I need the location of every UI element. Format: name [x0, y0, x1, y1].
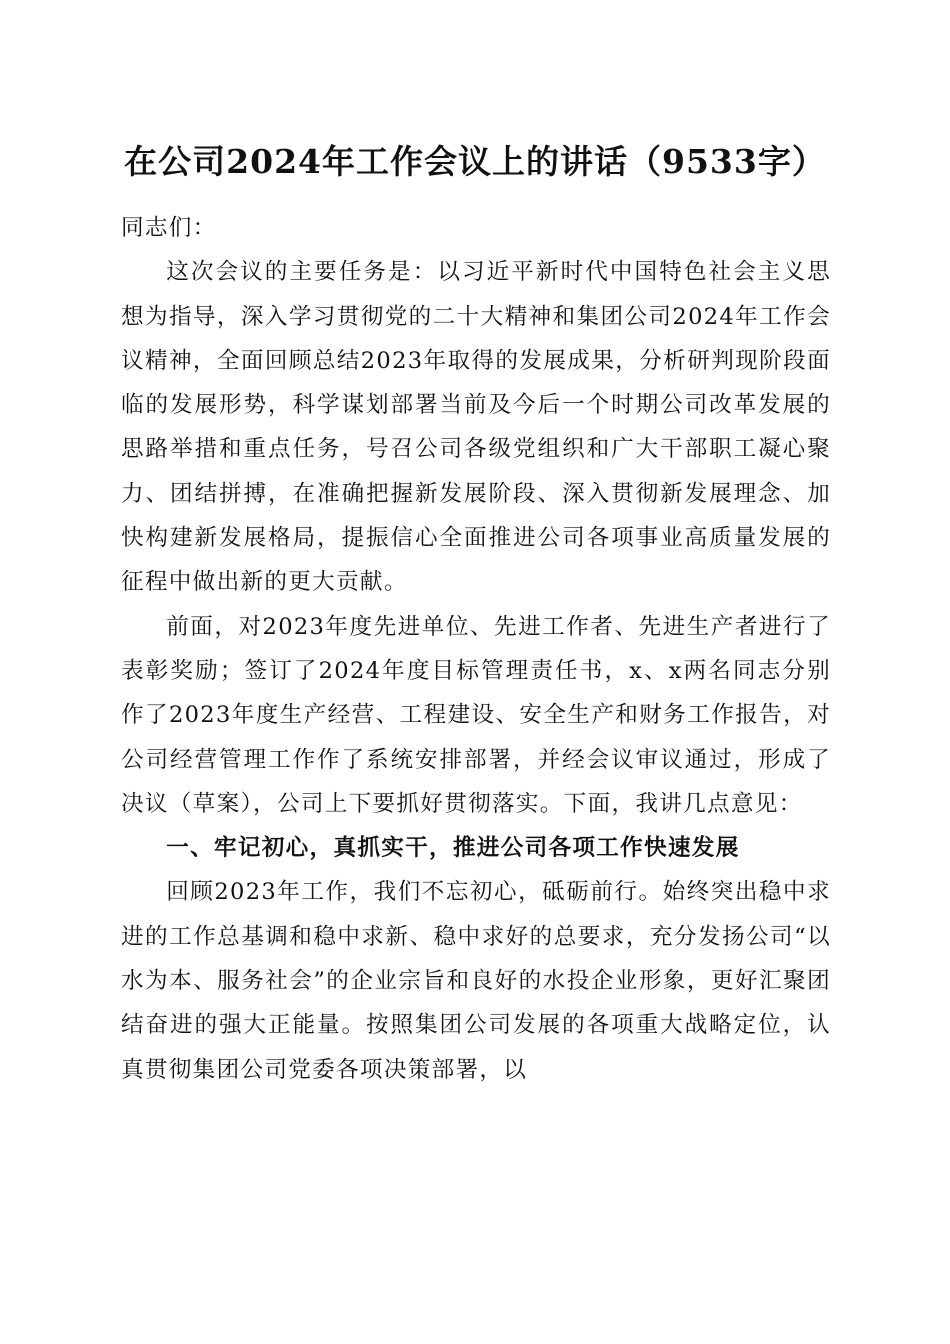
paragraph-review-2023: 回顾2023年工作，我们不忘初心，砥砺前行。始终突出稳中求进的工作总基调和稳中求新、稳中求好的总要求，充分发扬公司“以水为本、服务社会”的企业宗旨和良好的水投企业形象，更好汇聚团结奋进的强大正能量。按照集团公司发展的各项重大战略定位，认真贯彻集团公司党委各项决策部署，以	[121, 879, 831, 1083]
section-heading-1: 一、牢记初心，真抓实干，推进公司各项工作快速发展	[166, 835, 740, 862]
paragraph-meeting-tasks: 这次会议的主要任务是：以习近平新时代中国特色社会主义思想为指导，深入学习贯彻党的二十大精神和集团公司2024年工作会议精神，全面回顾总结2023年取得的发展成果，分析研判现阶段面临的发展形势，科学谋划部署当前及今后一个时期公司改革发展的思路举措和重点任务，号召公司各级党组织和广大干部职工凝心聚力、团结拼搏，在准确把握新发展阶段、深入贯彻新发展理念、加快构建新发展格局，提振信心全面推进公司各项事业高质量发展的征程中做出新的更大贡献。	[121, 259, 831, 596]
document-title: 在公司2024年工作会议上的讲话（9533字）	[124, 142, 826, 181]
salutation: 同志们：	[121, 215, 217, 241]
paragraph-commendations: 前面，对2023年度先进单位、先进工作者、先进生产者进行了表彰奖励；签订了2024年度目标管理责任书，x、x两名同志分别作了2023年度生产经营、工程建设、安全生产和财务工作报告，对公司经营管理工作作了系统安排部署，并经会议审议通过，形成了决议（草案），公司上下要抓好贯彻落实。下面，我讲几点意见：	[121, 613, 831, 817]
document-body	[121, 206, 831, 1092]
